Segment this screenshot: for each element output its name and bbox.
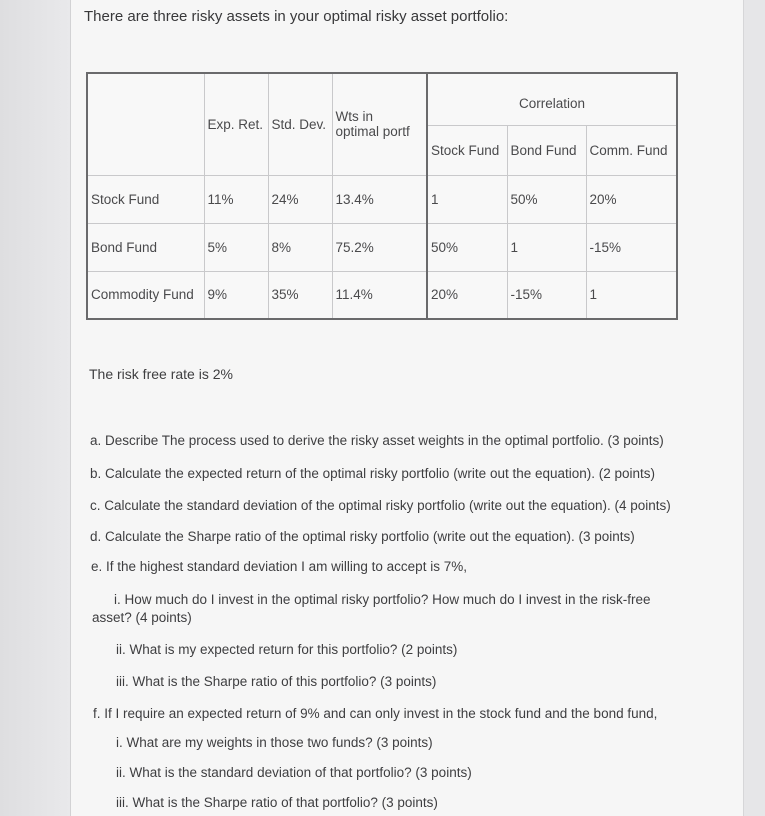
header-bond-fund: Bond Fund	[507, 125, 586, 175]
row-std-dev: 24%	[268, 175, 332, 223]
row-exp-ret: 5%	[204, 223, 268, 271]
question-f: f. If I require an expected return of 9% and can only invest in the stock fund and the bond fund,	[93, 706, 658, 721]
row-name: Bond Fund	[87, 223, 204, 271]
row-weight: 13.4%	[332, 175, 427, 223]
background-left-strip	[0, 0, 70, 816]
row-corr-comm: 1	[586, 271, 677, 319]
row-corr-stock: 1	[427, 175, 507, 223]
row-corr-comm: -15%	[586, 223, 677, 271]
intro-text: There are three risky assets in your optimal risky asset portfolio:	[84, 8, 509, 25]
question-e-iii: iii. What is the Sharpe ratio of this portfolio? (3 points)	[116, 674, 437, 689]
row-corr-comm: 20%	[586, 175, 677, 223]
question-c: c. Calculate the standard deviation of the optimal risky portfolio (write out the equation). (4 points)	[90, 498, 671, 513]
asset-table	[86, 72, 678, 320]
row-corr-bond: -15%	[507, 271, 586, 319]
table-row	[87, 175, 677, 223]
row-corr-bond: 50%	[507, 175, 586, 223]
row-corr-stock: 20%	[427, 271, 507, 319]
row-weight: 11.4%	[332, 271, 427, 319]
table-row	[87, 271, 677, 319]
question-e-i-line1: i. How much do I invest in the optimal risky portfolio? How much do I invest in the risk-free	[114, 592, 651, 607]
risk-free-rate-text: The risk free rate is 2%	[89, 366, 233, 382]
question-a: a. Describe The process used to derive the risky asset weights in the optimal portfolio. (3 points)	[90, 433, 664, 448]
question-d: d. Calculate the Sharpe ratio of the optimal risky portfolio (write out the equation). (3 points)	[90, 529, 635, 544]
question-e: e. If the highest standard deviation I am willing to accept is 7%,	[91, 559, 467, 574]
table-header-row-1	[87, 73, 677, 125]
row-name: Commodity Fund	[87, 271, 204, 319]
header-wts-line1: Wts in	[335, 109, 374, 125]
header-std-dev: Std. Dev.	[268, 73, 332, 175]
header-stock-fund: Stock Fund	[427, 125, 507, 175]
row-exp-ret: 9%	[204, 271, 268, 319]
row-name: Stock Fund	[87, 175, 204, 223]
row-corr-bond: 1	[507, 223, 586, 271]
question-e-i-line2: asset? (4 points)	[92, 610, 192, 625]
header-exp-ret: Exp. Ret.	[204, 73, 268, 175]
row-std-dev: 35%	[268, 271, 332, 319]
empty-header-cell	[87, 73, 204, 175]
row-std-dev: 8%	[268, 223, 332, 271]
question-f-iii: iii. What is the Sharpe ratio of that portfolio? (3 points)	[116, 795, 438, 810]
table-row	[87, 223, 677, 271]
header-comm-fund: Comm. Fund	[586, 125, 677, 175]
row-weight: 75.2%	[332, 223, 427, 271]
question-b: b. Calculate the expected return of the optimal risky portfolio (write out the equation). (2 points)	[90, 466, 656, 481]
question-f-i: i. What are my weights in those two funds? (3 points)	[116, 735, 433, 750]
row-exp-ret: 11%	[204, 175, 268, 223]
header-wts-line2: optimal portf	[335, 124, 410, 140]
row-corr-stock: 50%	[427, 223, 507, 271]
header-correlation: Correlation	[427, 73, 677, 125]
header-wts	[332, 73, 427, 175]
question-e-ii: ii. What is my expected return for this portfolio? (2 points)	[116, 642, 458, 657]
question-f-ii: ii. What is the standard deviation of that portfolio? (3 points)	[116, 765, 472, 780]
